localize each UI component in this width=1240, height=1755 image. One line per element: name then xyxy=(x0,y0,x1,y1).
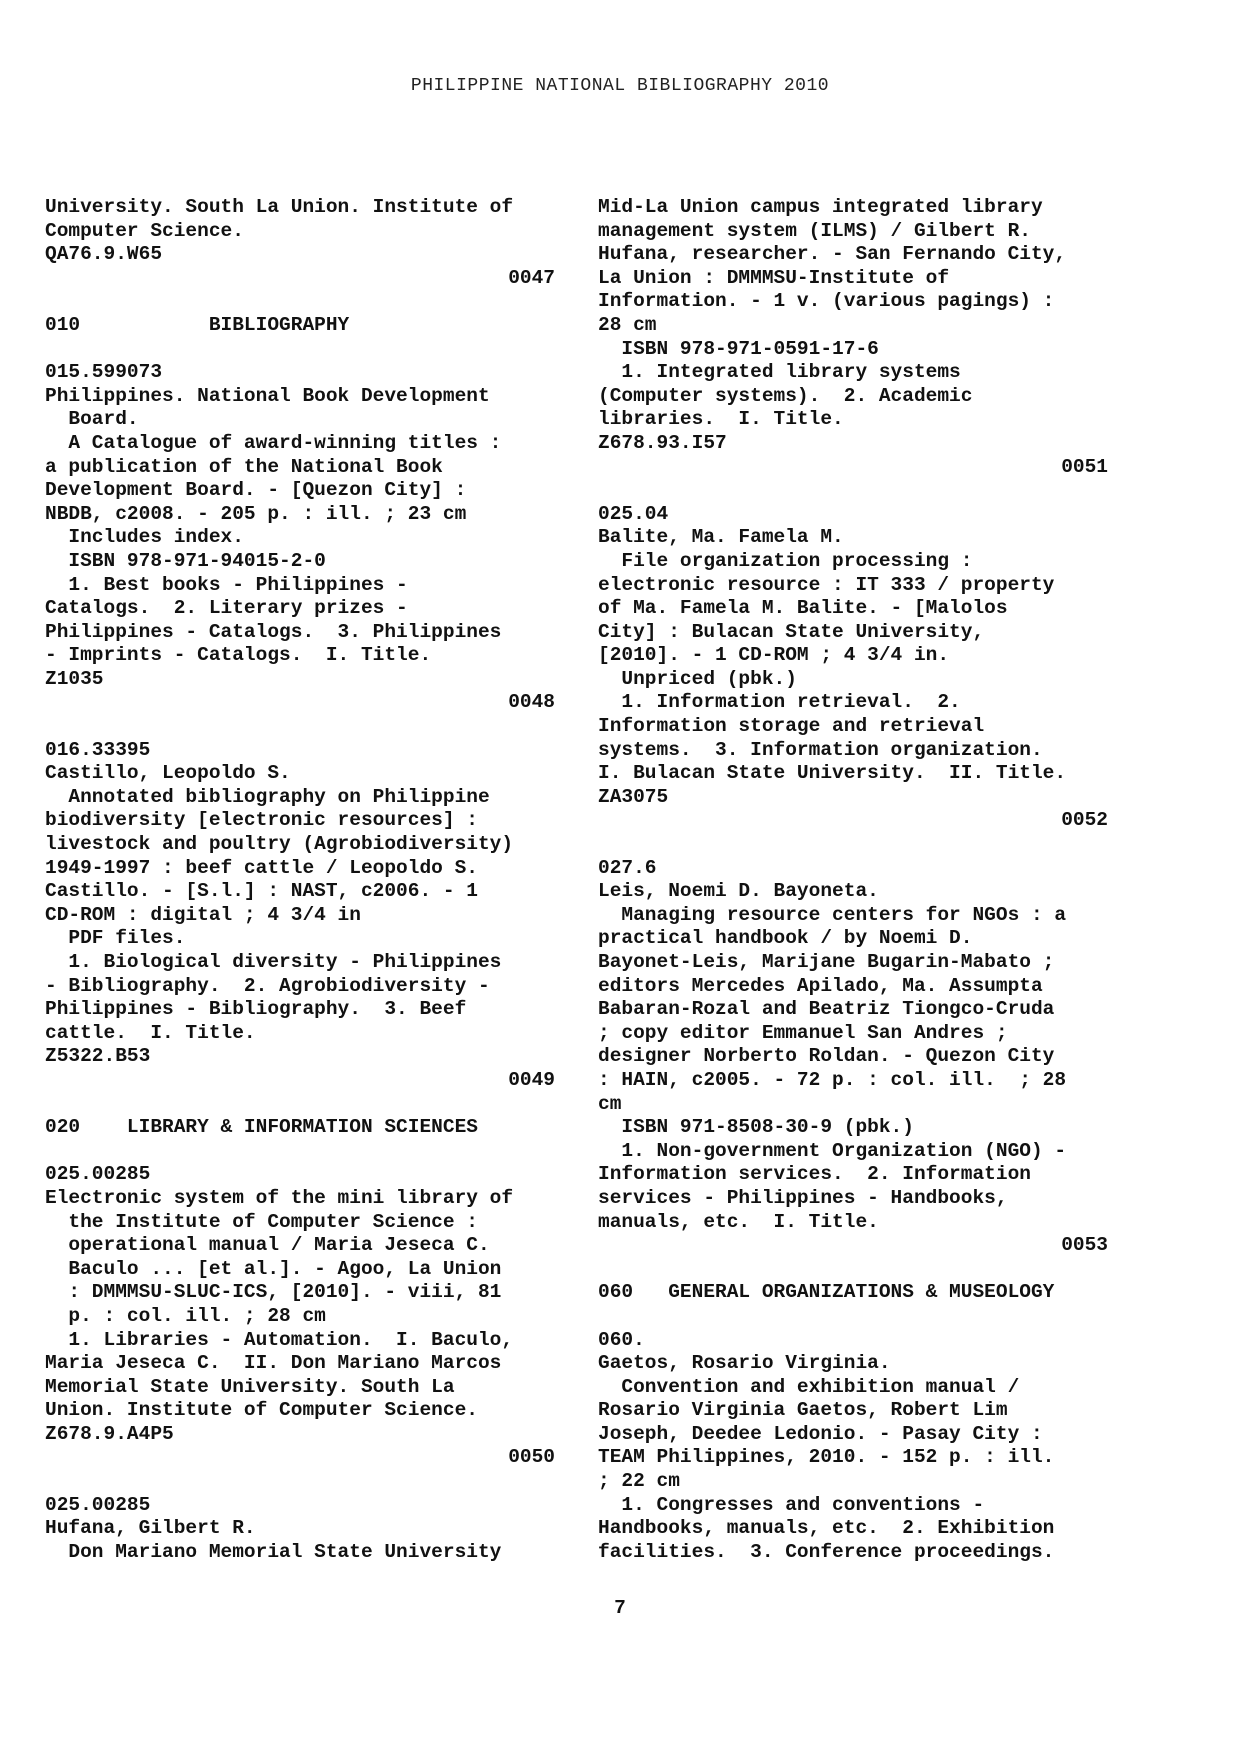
text-line xyxy=(598,1305,1108,1329)
text-line: File organization processing : xyxy=(598,549,973,572)
text-line: NBDB, c2008. - 205 p. : ill. ; 23 cm xyxy=(45,502,467,525)
text-line xyxy=(598,479,1108,503)
text-line: : DMMMSU-SLUC-ICS, [2010]. - viii, 81 xyxy=(45,1281,502,1304)
text-line: 1. Information retrieval. 2. xyxy=(598,691,961,714)
left-column xyxy=(45,196,555,1564)
text-line: [2010]. - 1 CD-ROM ; 4 3/4 in. xyxy=(598,644,950,667)
text-line: Annotated bibliography on Philippine xyxy=(45,785,490,808)
text-line: Babaran-Rozal and Beatriz Tiongco-Cruda xyxy=(598,998,1055,1021)
text-line: CD-ROM : digital ; 4 3/4 in xyxy=(45,903,361,926)
text-line: 060. xyxy=(598,1328,645,1351)
text-line xyxy=(598,1258,1108,1282)
entry-number: 0049 xyxy=(508,1068,555,1091)
text-line: : HAIN, c2005. - 72 p. : col. ill. ; 28 xyxy=(598,1068,1067,1091)
text-line: Baculo ... [et al.]. - Agoo, La Union xyxy=(45,1257,502,1280)
text-line xyxy=(45,1093,555,1117)
text-line: Z678.93.I57 xyxy=(598,431,727,454)
text-line: Unpriced (pbk.) xyxy=(598,667,797,690)
entry-number: 0051 xyxy=(1061,455,1108,478)
text-line: Z1035 xyxy=(45,667,104,690)
text-line xyxy=(45,338,555,362)
text-line: libraries. I. Title. xyxy=(598,408,844,431)
text-line: p. : col. ill. ; 28 cm xyxy=(45,1304,326,1327)
running-title: PHILIPPINE NATIONAL BIBLIOGRAPHY 2010 xyxy=(410,76,830,96)
text-line: 025.00285 xyxy=(45,1163,151,1186)
entry-number: 0047 xyxy=(508,266,555,289)
text-line: 060 GENERAL ORGANIZATIONS & MUSEOLOGY xyxy=(598,1281,1055,1304)
text-line xyxy=(45,1470,555,1494)
text-line: Balite, Ma. Famela M. xyxy=(598,526,844,549)
text-line: I. Bulacan State University. II. Title. xyxy=(598,762,1067,785)
text-line: 016.33395 xyxy=(45,738,151,761)
text-line: Maria Jeseca C. II. Don Mariano Marcos xyxy=(45,1352,502,1375)
text-line: ZA3075 xyxy=(598,785,669,808)
text-line: Z5322.B53 xyxy=(45,1045,151,1068)
text-line: Philippines. National Book Development xyxy=(45,384,490,407)
text-line: practical handbook / by Noemi D. xyxy=(598,927,973,950)
text-line: a publication of the National Book xyxy=(45,455,443,478)
text-line: ISBN 978-971-94015-2-0 xyxy=(45,549,326,572)
text-line: 025.00285 xyxy=(45,1493,151,1516)
text-line: of Ma. Famela M. Balite. - [Malolos xyxy=(598,597,1008,620)
text-line: 1. Libraries - Automation. I. Baculo, xyxy=(45,1328,514,1351)
text-line: 1. Biological diversity - Philippines xyxy=(45,951,502,973)
text-line: Information storage and retrieval xyxy=(598,715,985,738)
text-line xyxy=(45,290,555,314)
text-line: management system (ILMS) / Gilbert R. xyxy=(598,219,1031,242)
page-number: 7 xyxy=(614,1597,626,1619)
text-line: Castillo, Leopoldo S. xyxy=(45,762,291,785)
text-line: A Catalogue of award-winning titles : xyxy=(45,431,502,454)
entry-number: 0052 xyxy=(1061,809,1108,832)
text-line xyxy=(598,833,1108,857)
text-line: 1. Congresses and conventions - xyxy=(598,1493,985,1516)
text-line: Philippines - Catalogs. 3. Philippines xyxy=(45,620,502,643)
text-line: TEAM Philippines, 2010. - 152 p. : ill. xyxy=(598,1446,1055,1469)
text-line: the Institute of Computer Science : xyxy=(45,1210,478,1233)
text-line: Joseph, Deedee Ledonio. - Pasay City : xyxy=(598,1422,1043,1445)
entry-number: 0050 xyxy=(508,1446,555,1469)
text-line: Castillo. - [S.l.] : NAST, c2006. - 1 xyxy=(45,880,478,903)
text-line: QA76.9.W65 xyxy=(45,243,163,266)
text-line: Memorial State University. South La xyxy=(45,1375,455,1398)
text-line: 015.599073 xyxy=(45,361,163,384)
text-line: Board. xyxy=(45,408,139,431)
text-line: La Union : DMMMSU-Institute of xyxy=(598,266,950,289)
text-line: Mid-La Union campus integrated library xyxy=(598,196,1043,218)
text-line: ; 22 cm xyxy=(598,1470,680,1493)
text-line: 027.6 xyxy=(598,856,657,879)
text-line: Handbooks, manuals, etc. 2. Exhibition xyxy=(598,1517,1055,1540)
text-line: manuals, etc. I. Title. xyxy=(598,1210,879,1233)
text-line: systems. 3. Information organization. xyxy=(598,738,1043,761)
text-line: Gaetos, Rosario Virginia. xyxy=(598,1352,891,1375)
text-line: 1. Integrated library systems xyxy=(598,361,961,384)
text-line: Philippines - Bibliography. 3. Beef xyxy=(45,998,467,1021)
text-line: 1. Non-government Organization (NGO) - xyxy=(598,1139,1067,1162)
text-line: Z678.9.A4P5 xyxy=(45,1422,174,1445)
entry-number: 0053 xyxy=(1061,1234,1108,1257)
text-line: Hufana, Gilbert R. xyxy=(45,1517,256,1540)
entry-number: 0048 xyxy=(508,691,555,714)
text-line: Electronic system of the mini library of xyxy=(45,1186,514,1209)
text-line: electronic resource : IT 333 / property xyxy=(598,573,1055,596)
text-line: Convention and exhibition manual / xyxy=(598,1375,1020,1398)
text-line: services - Philippines - Handbooks, xyxy=(598,1186,1008,1209)
text-line: - Bibliography. 2. Agrobiodiversity - xyxy=(45,974,490,997)
text-line: Catalogs. 2. Literary prizes - xyxy=(45,597,408,620)
text-line: Information. - 1 v. (various pagings) : xyxy=(598,290,1055,313)
text-line xyxy=(45,1140,555,1164)
text-line: 1949-1997 : beef cattle / Leopoldo S. xyxy=(45,856,478,879)
text-line: Leis, Noemi D. Bayoneta. xyxy=(598,880,879,903)
text-line: 1. Best books - Philippines - xyxy=(45,573,408,596)
text-line: designer Norberto Roldan. - Quezon City xyxy=(598,1045,1055,1068)
text-line: Managing resource centers for NGOs : a xyxy=(598,903,1067,926)
text-line: (Computer systems). 2. Academic xyxy=(598,384,973,407)
text-line: Union. Institute of Computer Science. xyxy=(45,1399,478,1422)
text-line: Don Mariano Memorial State University xyxy=(45,1540,502,1563)
text-line xyxy=(45,715,555,739)
text-line: facilities. 3. Conference proceedings. xyxy=(598,1540,1055,1563)
text-line: City] : Bulacan State University, xyxy=(598,620,985,643)
text-line: Includes index. xyxy=(45,526,244,549)
text-line: PDF files. xyxy=(45,927,186,950)
text-line: 010 BIBLIOGRAPHY xyxy=(45,313,350,336)
text-line: Bayonet-Leis, Marijane Bugarin-Mabato ; xyxy=(598,951,1055,973)
text-line: ; copy editor Emmanuel San Andres ; xyxy=(598,1021,1008,1044)
text-line: editors Mercedes Apilado, Ma. Assumpta xyxy=(598,974,1043,997)
text-line: Hufana, researcher. - San Fernando City, xyxy=(598,243,1067,266)
right-column xyxy=(598,196,1108,1564)
text-line: cattle. I. Title. xyxy=(45,1021,256,1044)
text-line: cm xyxy=(598,1092,622,1115)
text-line: Computer Science. xyxy=(45,219,244,242)
text-line: ISBN 971-8508-30-9 (pbk.) xyxy=(598,1116,914,1139)
text-line: ISBN 978-971-0591-17-6 xyxy=(598,337,879,360)
text-line: 025.04 xyxy=(598,502,669,525)
text-line: Development Board. - [Quezon City] : xyxy=(45,479,467,502)
text-line: - Imprints - Catalogs. I. Title. xyxy=(45,644,432,667)
text-line: University. South La Union. Institute of xyxy=(45,196,514,218)
text-line: livestock and poultry (Agrobiodiversity) xyxy=(45,833,514,856)
text-line: operational manual / Maria Jeseca C. xyxy=(45,1234,490,1257)
text-line: 020 LIBRARY & INFORMATION SCIENCES xyxy=(45,1116,478,1139)
text-line: Information services. 2. Information xyxy=(598,1163,1031,1186)
text-line: biodiversity [electronic resources] : xyxy=(45,809,478,832)
text-line: Rosario Virginia Gaetos, Robert Lim xyxy=(598,1399,1008,1422)
text-line: 28 cm xyxy=(598,313,657,336)
